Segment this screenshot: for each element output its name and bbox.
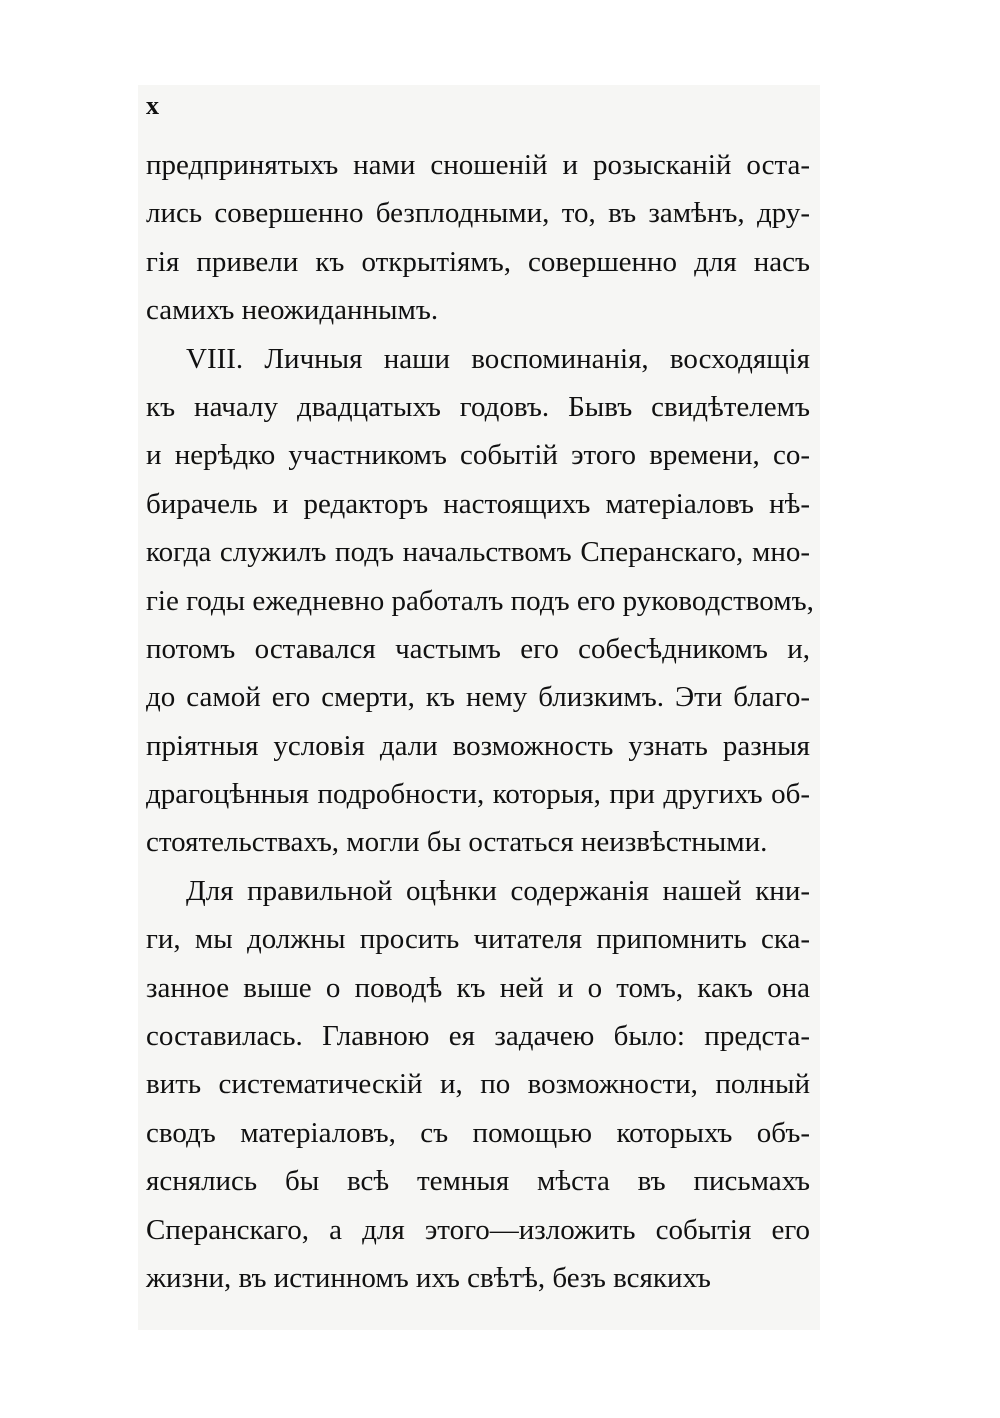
text-line: драгоцѣнныя подробности, которыя, при другихъ об-	[146, 778, 810, 811]
text-line: предпринятыхъ нами сношеній и розысканій оста-	[146, 149, 810, 181]
text-line: жизни, въ истинномъ ихъ свѣтѣ, безъ всякихъ	[146, 1261, 711, 1294]
text-line: пріятныя условія дали возможность узнать разныя	[146, 729, 810, 762]
text-line: стоятельствахъ, могли бы остаться неизвѣстными.	[146, 826, 768, 859]
paragraph-p2	[146, 335, 814, 867]
text-line: Для правильной оцѣнки содержанія нашей кни-	[186, 874, 810, 907]
text-line: до самой его смерти, къ нему близкимъ. Эти благо-	[146, 681, 810, 714]
text-line: потомъ оставался частымъ его собесѣдникомъ и,	[146, 632, 810, 665]
page-number: x	[146, 91, 159, 120]
text-line: Сперанскаго, а для этого—изложить событія его	[146, 1213, 810, 1246]
text-line: VIII. Личныя наши воспоминанія, восходящія	[186, 342, 810, 375]
body-text	[146, 141, 814, 1302]
text-line: занное выше о поводѣ къ ней и о томъ, какъ она	[146, 971, 810, 1004]
text-line: яснялись бы всѣ темныя мѣста въ письмахъ	[146, 1165, 810, 1198]
text-line: гіе годы ежедневно работалъ подъ его руководствомъ,	[146, 584, 814, 617]
paragraph-p3	[146, 867, 810, 1303]
text-line: бирачель и редакторъ настоящихъ матеріаловъ нѣ-	[146, 487, 810, 520]
text-line: составилась. Главною ея задачею было: предста-	[146, 1020, 810, 1053]
text-line: вить систематическій и, по возможности, полный	[146, 1068, 810, 1101]
text-line: сводъ матеріаловъ, съ помощью которыхъ объ-	[146, 1116, 810, 1149]
text-line: самихъ неожиданнымъ.	[146, 294, 439, 327]
text-line: къ началу двадцатыхъ годовъ. Бывъ свидѣтелемъ	[146, 390, 810, 423]
text-line: лись совершенно безплодными, то, въ замѣнъ, дру-	[146, 197, 810, 230]
text-line: гія привели къ открытіямъ, совершенно для насъ	[146, 245, 810, 278]
text-line: ги, мы должны просить читателя припомнить ска-	[146, 923, 810, 956]
paragraph-p1	[146, 141, 810, 335]
text-line: когда служилъ подъ начальствомъ Сперанскаго, мно-	[146, 536, 810, 569]
text-line: и нерѣдко участникомъ событій этого времени, со-	[146, 439, 810, 472]
